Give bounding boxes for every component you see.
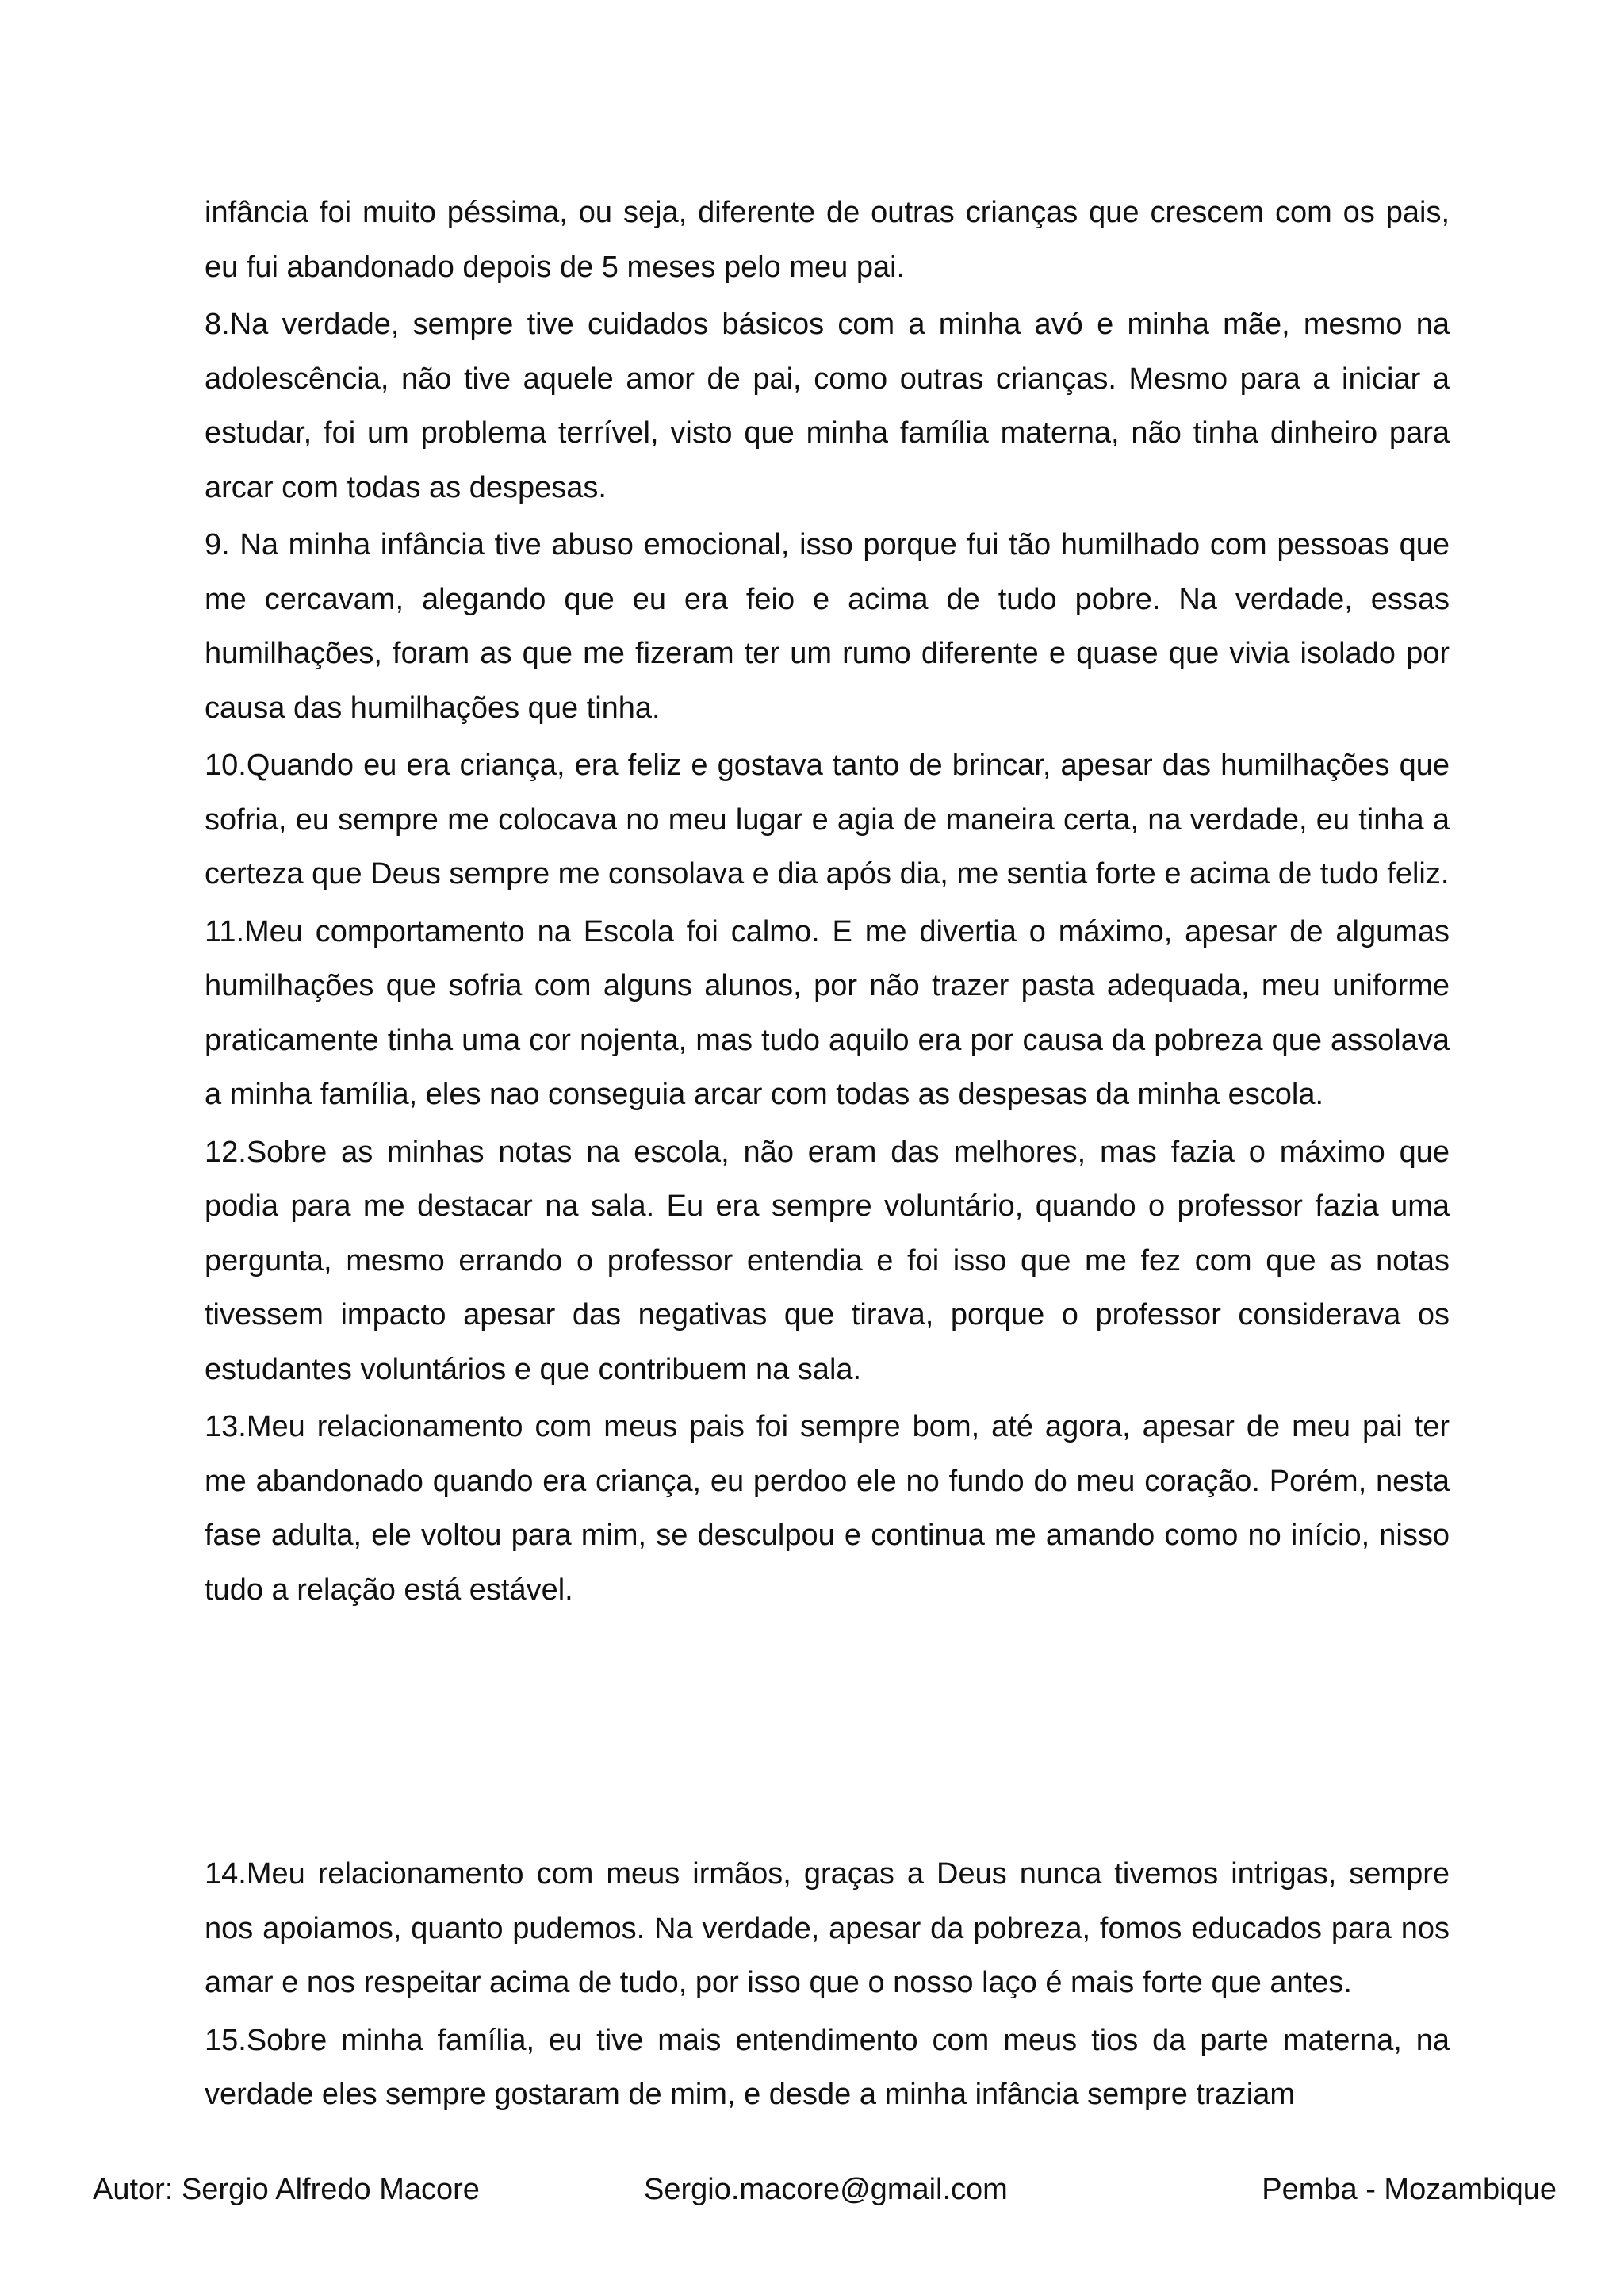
paragraph: 11.Meu comportamento na Escola foi calmo. E me divertia o máximo, apesar de algumas humilhações que sofria com alguns alunos, por não trazer pasta adequada, meu uniforme praticamente tinha uma cor nojenta, mas tudo aquilo era por causa da pobreza que assolava a minha família, eles nao conseguia arcar com todas as despesas da minha escola. (205, 914, 1450, 1111)
paragraph: 8.Na verdade, sempre tive cuidados básicos com a minha avó e minha mãe, mesmo na adolescência, não tive aquele amor de pai, como outras crianças. Mesmo para a iniciar a estudar, foi um problema terrível, visto que minha família materna, não tinha dinheiro para arcar com todas as despesas. (205, 308, 1450, 504)
paragraph: 10.Quando eu era criança, era feliz e gostava tanto de brincar, apesar das humilhações que sofria, eu sempre me colocava no meu lugar e agia de maneira certa, na verdade, eu tinha a certeza que Deus sempre me consolava e dia após dia, me sentia forte e acima de tudo feliz. (205, 749, 1450, 891)
footer-author: Autor: Sergio Alfredo Macore (93, 2173, 480, 2206)
paragraph: infância foi muito péssima, ou seja, diferente de outras crianças que crescem com os pais, eu fui abandonado depois de 5 meses pelo meu pai. (205, 196, 1450, 284)
body-text-top (205, 186, 1450, 1620)
paragraph: 9. Na minha infância tive abuso emocional, isso porque fui tão humilhado com pessoas que me cercavam, alegando que eu era feio e acima de tudo pobre. Na verdade, essas humilhações, foram as que me fizeram ter um rumo diferente e quase que vivia isolado por causa das humilhações que tinha. (205, 528, 1450, 725)
paragraph: 12.Sobre as minhas notas na escola, não eram das melhores, mas fazia o máximo que podia para me destacar na sala. Eu era sempre voluntário, quando o professor fazia uma pergunta, mesmo errando o professor entendia e foi isso que me fez com que as notas tivessem impacto apesar das negativas que tirava, porque o professor considerava os estudantes voluntários e que contribuem na sala. (205, 1135, 1450, 1386)
paragraph: 13.Meu relacionamento com meus pais foi sempre bom, até agora, apesar de meu pai ter me abandonado quando era criança, eu perdoo ele no fundo do meu coração. Porém, nesta fase adulta, ele voltou para mim, se desculpou e continua me amando como no início, nisso tudo a relação está estável. (205, 1410, 1450, 1607)
footer-email: Sergio.macore@gmail.com (644, 2173, 1008, 2206)
page-footer (0, 2170, 1624, 2209)
paragraph: 15.Sobre minha família, eu tive mais entendimento com meus tios da parte materna, na verdade eles sempre gostaram de mim, e desde a minha infância sempre traziam (205, 2023, 1450, 2111)
footer-location: Pemba - Mozambique (1262, 2173, 1557, 2206)
paragraph: 14.Meu relacionamento com meus irmãos, graças a Deus nunca tivemos intrigas, sempre nos apoiamos, quanto pudemos. Na verdade, apesar da pobreza, fomos educados para nos amar e nos respeitar acima de tudo, por isso que o nosso laço é mais forte que antes. (205, 1857, 1450, 1999)
body-text-bottom (205, 1847, 1450, 2125)
